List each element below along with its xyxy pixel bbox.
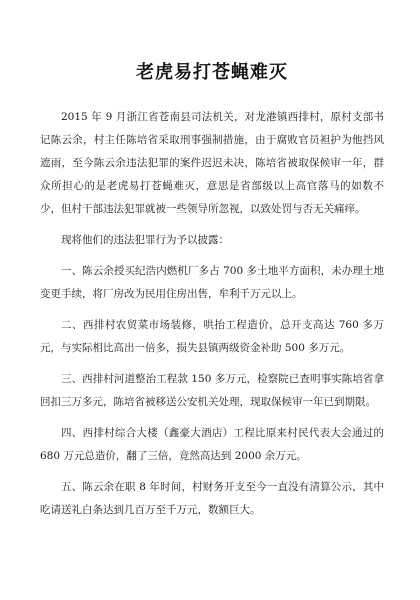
paragraph-intro: 2015 年 9 月浙江省苍南县司法机关，对龙港镇西排村，原村支部书记陈云余，村主任陈培省采取刑事强制措施，由于腐败官员袒护为他挡风遮雨，至今陈云余违法犯罪的案件迟迟未决，陈培省被取保候审一年，群众所担心的是老虎易打苍蝇难灭，意思是省部级以上高官落马的如数不少，但村干部违法犯罪就被一些领导所忽视，以致处罚与否无关痛痒。 [40, 111, 384, 215]
paragraph-disclosure-lead: 现将他们的违法犯罪行为予以披露： [61, 234, 229, 246]
paragraph-item-4: 四、西排村综合大楼（鑫豪大酒店）工程比原来村民代表大会通过的 680 万元总造价，翻了三倍，竟然高达到 2000 余万元。 [40, 427, 384, 462]
document-title: 老虎易打苍蝇难灭 [136, 62, 288, 83]
paragraph-item-5: 五、陈云余在职 8 年时间，村财务开支至今一直没有清算公示，其中吃请送礼白条达到几百万至千万元，数额巨大。 [40, 481, 384, 516]
paragraph-item-2: 二、西排村农贸菜市场装修，哄抬工程造价，总开支高达 760 多万元，与实际相比高出一倍多，损失县镇两级资金补助 500 多万元。 [40, 319, 384, 354]
paragraph-item-1: 一、陈云余授买纪浩内燃机厂多占 700 多土地平方面积，未办理土地变更手续，将厂房改为民用住房出售，牟利千万元以上。 [40, 265, 384, 300]
paragraph-item-3: 三、西排村河道整治工程款 150 多万元，检察院已查明事实陈培省拿回扣三万多元，陈培省被移送公安机关处理，现取保候审一年已到期限。 [40, 373, 384, 408]
